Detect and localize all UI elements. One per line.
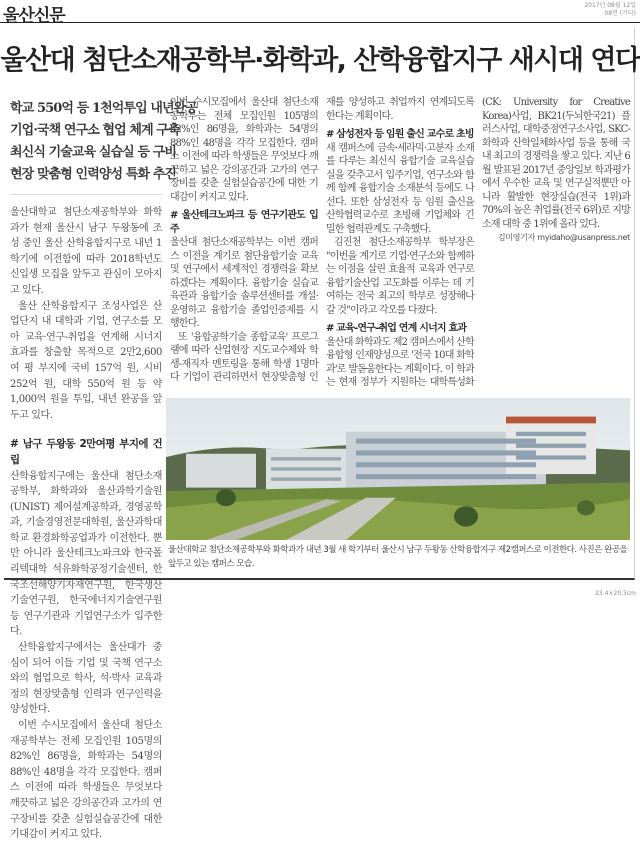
deck-line: 최신식 기술교육 실습실 등 구비 xyxy=(10,145,177,160)
headline: 울산대 첨단소재공학부·화학과, 산학융합지구 새시대 연다 xyxy=(0,45,640,76)
columns-2-to-4 xyxy=(170,96,630,396)
page-section: 08면 (기타) xyxy=(604,10,636,17)
top-rule xyxy=(0,22,640,23)
section-subhead: # 울산테크노파크 등 연구기관도 입주 xyxy=(170,210,318,235)
section-subhead: # 삼성전자 등 임원 출신 교수로 초빙 xyxy=(326,129,474,140)
paragraph: 이번 수시모집에서 울산대 첨단소재공학부는 전체 모집인원 105명의 82%인 86명을, 화학과는 54명의 88%인 48명을 각각 모집한다. 캠퍼스 이전에 따라 학생들은 무엇보다 깨끗하고 넓은 강의공간과 고가의 연구장비를 갖춘 실험실습공간에 대한 기대감이 커지고 있다. xyxy=(10,720,162,841)
photo-caption: 울산대학교 첨단소재공학부와 화학과가 내년 3월 새 학기부터 울산시 남구 두왕동 산학융합지구 제2캠퍼스로 이전한다. 사진은 완공을 앞두고 있는 캠퍼스 모습. xyxy=(168,545,628,569)
dateline xyxy=(584,2,636,18)
paragraph: 울산 산학융합지구 조성사업은 산업단지 내 대학과 기업, 연구소를 모아 교육·연구-취업을 연계해 시너지 효과를 창출할 목적으로 2만2,600여 평 부지에 국비 157억 원, 시비 252억 원, 대학 550억 원 등 약 1,000억 원을 투입, 내년 완공을 앞두고 있다. xyxy=(10,300,162,421)
paragraph: 산학융합지구에서는 울산대가 중심이 되어 이들 기업 및 국책 연구소와의 협업으로 학사, 석·박사 교육과정의 현장맞춤형 인력과 연구인력을 양성한다. xyxy=(10,642,162,716)
deck-line: 학교 550억 등 1천억투입 내년완공 xyxy=(10,101,197,116)
paragraph: 산학융합지구에는 울산대 첨단소재공학부, 화학과와 울산과학기술원(UNIST) 제어설계공학과, 경영공학과, 기술경영전문대학원, 울산과학대학교 환경화학공업과가 이전한다. 뿐만 아니라 울산테크노파크와 한국폴리텍대학 석유화학공정기술센터, 한국조선해양기자재연구원, 한국생산기술연구원, 한국에너지기술연구원 등 연구기관과 기업연구소가 입주한다. xyxy=(10,470,162,638)
paragraph: 울산대 첨단소재공학부는 이번 캠퍼스 이전을 계기로 첨단융합기술 교육 및 연구에서 세계적인 경쟁력을 확보하겠다는 계획이다. 융합기술 실습교육관과 융합기술 솔루션센터를 개설·운영하고 융합기술 졸업인증제를 시행한다. xyxy=(170,237,318,329)
paragraph: 울산대학교 첨단소재공학부와 화학과가 현재 울산시 남구 두왕동에 조성 중인 울산 산학융합지구로 내년 1학기에 이전함에 따라 2018학년도 신입생 모집을 앞두고 관심이 모아지고 있다. xyxy=(10,207,162,296)
deck-line: 현장 맞춤형 인력양성 특화 추진 xyxy=(10,167,177,182)
section-subhead: # 교육-연구-취업 연계 시너지 효과 xyxy=(326,323,467,334)
paragraph: 울산대 화학과도 제2 캠퍼스에서 산학융합형 인재양성으로 '전국 10대 화학과'로 발돋움한다는 계획이다. 이 학과는 현재 정부가 지원하는 대학특성화(CK: University for Creative Korea)사업, BK21(두뇌한국21) 플러스사업, 대학중점연구소사업, SKC-화학과 산학일체화사업 등을 통해 국내 최고의 경쟁력을 쌓고 있다. 지난 6월 발표된 2017년 중앙일보 학과평가에서 우수한 교육 및 연구실적뿐만 아니라 활발한 현장실습(전국 1위)과 70%의 높은 취업률(전국 6위)로 지방 소재 대학 중 1위에 올라 있다. xyxy=(326,97,630,388)
section-subhead: # 남구 두왕동 2만여평 부지에 건립 xyxy=(10,438,162,466)
campus-building-image xyxy=(166,398,630,540)
paragraph: 김진천 첨단소재공학부 학부장은 "이번을 계기로 기업·연구소와 함께하는 이점을 살린 효율적 교육과 연구로 융합기술산업 고도화를 이루는 데 기여하는 전국 최고의 학부로 성장해나갈 것"이라고 각오를 다졌다. xyxy=(326,237,474,316)
clipping-size: 23.4×20.3cm xyxy=(595,590,636,597)
deck-subheadlines xyxy=(10,98,197,195)
column-1 xyxy=(10,92,197,841)
campus-photo xyxy=(166,398,630,540)
deck-line: 기업·국책 연구소 협업 체계 구축 xyxy=(10,123,180,138)
paragraph: 또 '융합공학기술 종합교육' 프로그램에 따라 산업현장 지도교수제와 학생-재직자 멘토링을 통해 학생 1명마다 기업이 관리하면서 현장맞춤형 인재를 양성하고 취업까지 연계되도록 한다는 계획이다. xyxy=(170,97,474,383)
publish-date: 2017년 08월 12일 xyxy=(584,2,636,9)
paragraph: 새 캠퍼스에 금속·세라믹·고분자 소재를 다루는 최신식 융합기술 교육실습실을 갖추고서 입주기업, 연구소와 함께 함께 융합기술 소재분석 등에도 나선다. 또한 삼성전자 등 임원 출신을 산학협력교수로 초빙해 기업체와 긴밀한 협력관계도 구축했다. xyxy=(326,142,474,235)
newspaper-masthead: 울산신문 xyxy=(3,6,65,26)
byline: 김미영기자 myidaho@usanpress.net xyxy=(497,233,630,242)
paragraph: 이번 수시모집에서 울산대 첨단소재공학부는 전체 모집인원 105명의 82%인 86명을, 화학과는 54명의 88%인 48명을 각각 모집한다. 캠퍼스 이전에 따라 학생들은 무엇보다 깨끗하고 넓은 강의공간과 고가의 연구장비를 갖춘 실험실습공간에 대한 기대감이 커지고 있다. xyxy=(170,97,318,203)
